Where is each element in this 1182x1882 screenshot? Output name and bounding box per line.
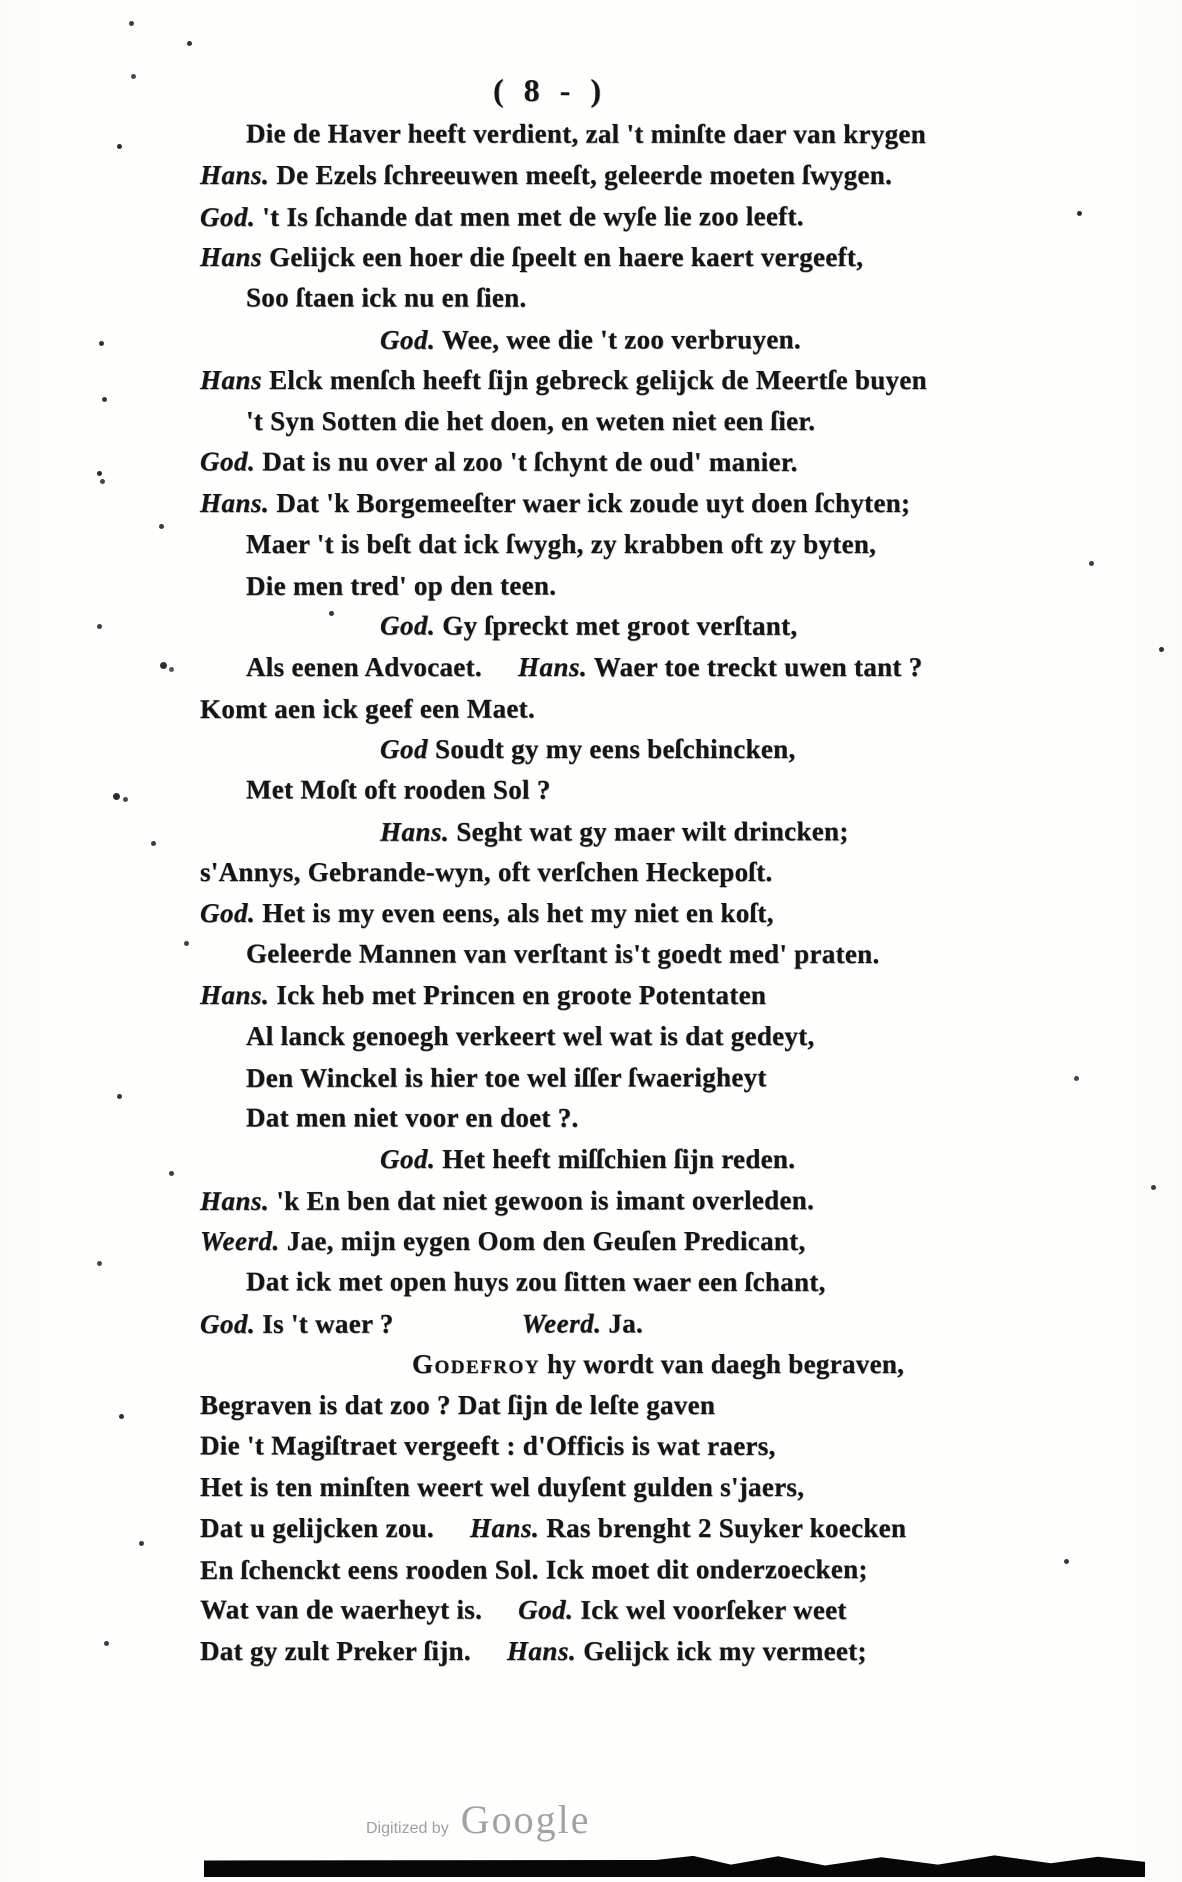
text-line [200, 1631, 970, 1672]
watermark-prefix: Digitized by [366, 1820, 449, 1837]
verse-text: Komt aen ick geef een Maet. [199, 693, 536, 724]
text-line [200, 1508, 970, 1549]
text-line [200, 1180, 970, 1222]
text-line [380, 319, 970, 361]
text-line [200, 1221, 970, 1262]
verse-text: 't Syn Sotten die het doen, en weten niet een ſier. [246, 406, 816, 436]
text-line [246, 1261, 970, 1303]
text-line [200, 1425, 970, 1467]
verse-text: s'Annys, Gebrande-wyn, oft verſchen Heckepoſt. [200, 857, 773, 887]
text-line [200, 1589, 970, 1631]
text-line [200, 441, 970, 483]
speaker-name: God. [199, 1308, 256, 1339]
speaker-name: Hans. [200, 160, 270, 190]
verse-text: 'k En ben dat niet gewoon is imant overleden. [269, 1185, 815, 1216]
speaker-name: Hans. [469, 1513, 540, 1543]
google-logo: Google [460, 1797, 591, 1842]
verse-text: Die men tred' op den teen. [245, 570, 557, 601]
speaker-name: God. [199, 201, 256, 232]
verse-text: Gelijck ick my vermeet; [576, 1636, 867, 1666]
speaker-name: Weerd. [521, 1308, 602, 1339]
verse-text: Die de Haver heeft verdient, zal 't minſte daer van krygen [245, 118, 927, 150]
verse-text: Het is my even eens, als het my niet en koſt, [255, 898, 774, 928]
speaker-name: Hans. [200, 980, 270, 1010]
text-line [380, 605, 970, 647]
speaker-name: Hans. [200, 488, 270, 518]
verse-text: Soudt gy my eens beſchincken, [428, 734, 796, 764]
text-line [246, 647, 970, 688]
text-line [246, 277, 970, 319]
verse-text: Seght wat gy maer wilt drincken; [449, 816, 849, 847]
text-line [246, 565, 970, 607]
speaker-name: God. [199, 446, 256, 477]
speaker-name: God. [518, 1594, 574, 1625]
speaker-name: Hans. [517, 652, 588, 682]
text-line [200, 483, 970, 524]
speaker-name: Hans [200, 365, 263, 395]
text-block [200, 114, 970, 1672]
scan-bottom-bar [204, 1854, 1145, 1877]
verse-text: En ſchenckt eens rooden Sol. Ick moet dit onderzoecken; [199, 1554, 868, 1585]
text-line [246, 113, 970, 155]
text-line [246, 1016, 970, 1057]
verse-text: Dat is nu over al zoo 't ſchynt de oud' manier. [255, 446, 798, 477]
text-line [200, 1385, 970, 1426]
speaker-name: Hans. [199, 1185, 270, 1216]
text-line [412, 1344, 970, 1385]
verse-text: Ras brenght 2 Suyker koecken [539, 1513, 907, 1543]
verse-text: Wat van de waerheyt is. [199, 1594, 483, 1625]
text-line [380, 729, 970, 770]
text-line [200, 1303, 970, 1345]
text-line [200, 688, 970, 730]
page-number: ( 8 - ) [493, 72, 607, 108]
text-line [200, 237, 970, 278]
verse-text: hy wordt van daegh begraven, [540, 1349, 905, 1379]
verse-text: De Ezels ſchreeuwen meeſt, geleerde moeten ſwygen. [269, 160, 893, 190]
text-line [200, 360, 970, 401]
verse-text: Den Winckel is hier toe wel iſſer ſwaerigheyt [245, 1062, 767, 1093]
text-line [200, 893, 970, 934]
text-line [380, 1139, 970, 1180]
text-line [200, 852, 970, 893]
verse-text: Gelijck een hoer die ſpeelt en haere kaert vergeeft, [262, 242, 864, 272]
verse-text: Die 't Magiſtraet vergeeft : d'Officis is wat raers, [199, 1430, 776, 1461]
text-line [246, 1057, 970, 1099]
speaker-name: Hans. [379, 816, 450, 847]
text-line [200, 975, 970, 1016]
text-line [200, 196, 970, 238]
verse-text: Wee, wee die 't zoo verbruyen. [435, 324, 801, 355]
verse-text: Al lanck genoegh verkeert wel wat is dat gedeyt, [246, 1021, 815, 1051]
text-line [200, 155, 970, 196]
google-watermark [366, 1796, 590, 1843]
verse-text: Met Moſt oft rooden Sol ? [245, 774, 551, 805]
speaker-name: God. [380, 1144, 436, 1174]
verse-text: Dat men niet voor en doet ?. [245, 1102, 579, 1133]
verse-text: Dat 'k Borgemeeſter waer ick zoude uyt doen ſchyten; [269, 488, 911, 518]
text-line [246, 401, 970, 442]
text-line [200, 1467, 970, 1508]
verse-text: Ja. [601, 1308, 644, 1339]
verse-text: Het heeft miſſchien ſijn reden. [435, 1144, 796, 1174]
speaker-name: God. [379, 610, 436, 641]
speaker-name: God. [200, 898, 256, 928]
verse-text: Begraven is dat zoo ? Dat ſijn de leſte gaven [200, 1390, 716, 1420]
verse-text: Waer toe treckt uwen tant ? [587, 652, 923, 682]
smallcaps-name: Godefroy [412, 1349, 541, 1379]
speaker-name: Weerd. [200, 1226, 280, 1256]
verse-text: Dat u gelijcken zou. [200, 1513, 434, 1543]
verse-text: Dat gy zult Preker ſijn. [200, 1636, 471, 1666]
text-line [246, 933, 970, 975]
verse-text: Maer 't is beſt dat ick ſwygh, zy krabben oft zy byten, [246, 529, 877, 559]
text-line [380, 811, 970, 853]
speaker-name: God. [379, 324, 436, 355]
verse-text: Soo ſtaen ick nu en ſien. [245, 282, 527, 313]
scan-noise-speckles [0, 0, 3, 3]
text-line [246, 524, 970, 565]
verse-text: Is 't waer ? [255, 1308, 394, 1339]
verse-text: Ick wel voorſeker weet [573, 1594, 847, 1625]
speaker-name: Hans [200, 242, 263, 272]
verse-text: Dat ick met open huys zou ſitten waer een ſchant, [245, 1266, 826, 1297]
verse-text: Elck menſch heeft ſijn gebreck gelijck de Meertſe buyen [262, 365, 927, 395]
verse-text: Het is ten minſten weert wel duyſent gulden s'jaers, [200, 1472, 805, 1502]
verse-text: Ick heb met Princen en groote Potentaten [269, 980, 767, 1010]
text-line [246, 1097, 970, 1139]
verse-text: 't Is ſchande dat men met de wyſe lie zoo leeft. [255, 201, 804, 232]
verse-text: Gy ſpreckt met groot verſtant, [435, 610, 798, 641]
text-line [246, 769, 970, 811]
verse-text: Jae, mijn eygen Oom den Geuſen Predicant, [279, 1226, 806, 1256]
speaker-name: God [380, 734, 428, 764]
verse-text: Geleerde Mannen van verſtant is't goedt med' praten. [245, 938, 880, 969]
text-line [200, 1549, 970, 1591]
verse-text: Als eenen Advocaet. [246, 652, 482, 682]
speaker-name: Hans. [506, 1636, 577, 1666]
